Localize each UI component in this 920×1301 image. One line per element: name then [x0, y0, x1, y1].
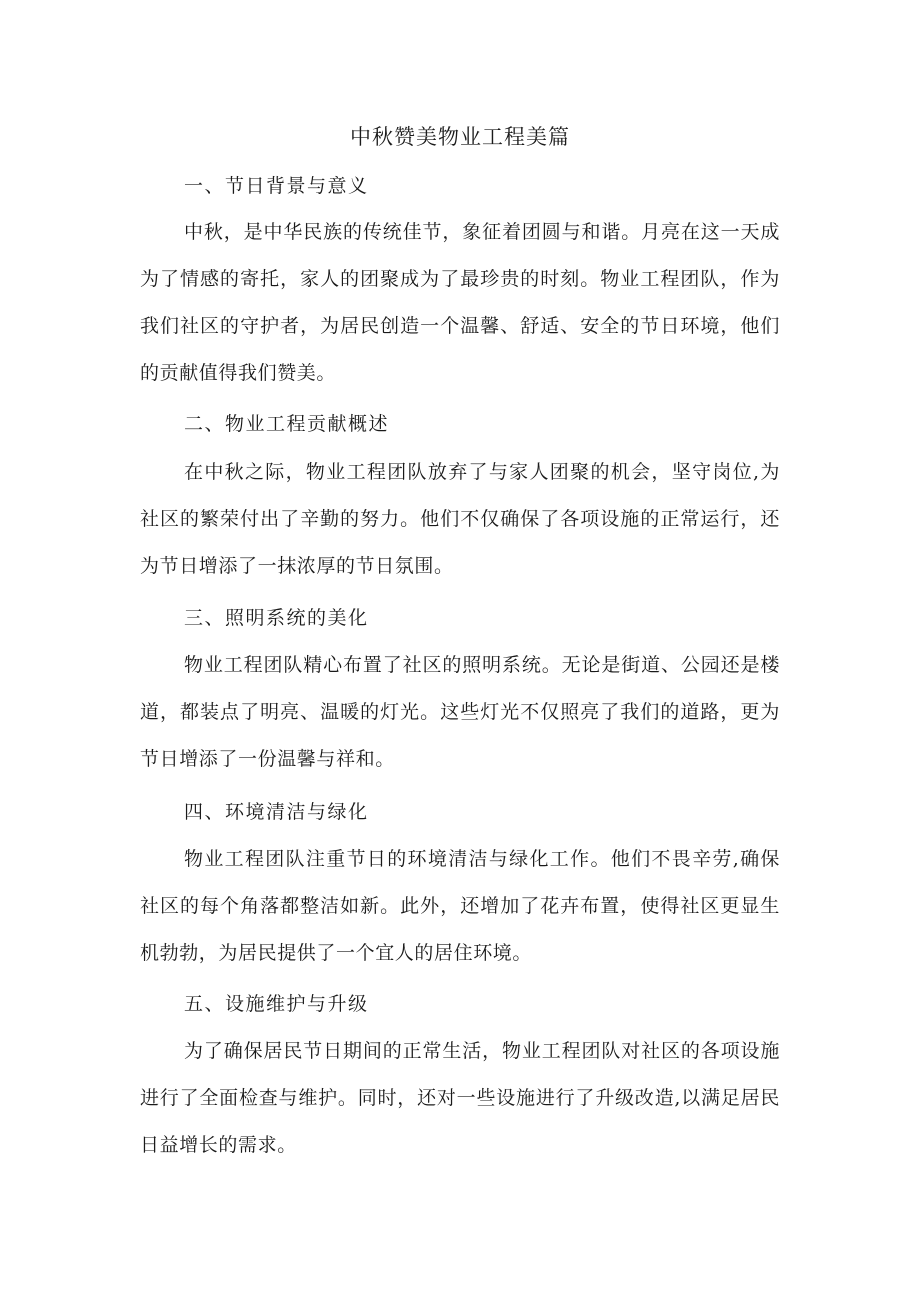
paragraph-line: 为了情感的寄托，家人的团聚成为了最珍贵的时刻。物业工程团队，作为	[140, 268, 780, 290]
paragraph-line: 社区的繁荣付出了辛勤的努力。他们不仅确保了各项设施的正常运行，还	[140, 508, 780, 530]
section-paragraph-3	[140, 650, 780, 774]
paragraph-line: 节日增添了一份温馨与祥和。	[140, 748, 395, 770]
paragraph-line: 为节日增添了一抹浓厚的节日氛围。	[140, 555, 454, 577]
paragraph-line: 进行了全面检查与维护。同时，还对一些设施进行了升级改造,以满足居民	[140, 1087, 780, 1109]
document-title: 中秋赞美物业工程美篇	[350, 125, 570, 149]
paragraph-line: 我们社区的守护者，为居民创造一个温馨、舒适、安全的节日环境，他们	[140, 315, 780, 337]
paragraph-line: 日益增长的需求。	[140, 1134, 297, 1156]
paragraph-line: 的贡献值得我们赞美。	[140, 362, 337, 384]
paragraph-line: 在中秋之际，物业工程团队放弃了与家人团聚的机会，坚守岗位,为	[184, 461, 780, 483]
section-paragraph-1	[140, 217, 780, 388]
paragraph-line: 物业工程团队精心布置了社区的照明系统。无论是街道、公园还是楼	[184, 654, 780, 676]
section-heading-2: 二、物业工程贡献概述	[184, 413, 390, 435]
section-heading-1: 一、节日背景与意义	[184, 175, 369, 197]
paragraph-line: 机勃勃，为居民提供了一个宜人的居住环境。	[140, 942, 533, 964]
section-paragraph-5	[140, 1036, 780, 1160]
paragraph-line: 中秋，是中华民族的传统佳节，象征着团圆与和谐。月亮在这一天成	[184, 221, 780, 243]
section-heading-4: 四、环境清洁与绿化	[184, 801, 369, 823]
paragraph-line: 道，都装点了明亮、温暖的灯光。这些灯光不仅照亮了我们的道路，更为	[140, 701, 780, 723]
paragraph-line: 物业工程团队注重节日的环境清洁与绿化工作。他们不畏辛劳,确保	[184, 848, 780, 870]
section-heading-3: 三、照明系统的美化	[184, 607, 369, 629]
section-paragraph-4	[140, 844, 780, 968]
section-heading-5: 五、设施维护与升级	[184, 993, 369, 1015]
section-paragraph-2	[140, 457, 780, 581]
paragraph-line: 社区的每个角落都整洁如新。此外，还增加了花卉布置，使得社区更显生	[140, 895, 780, 917]
paragraph-line: 为了确保居民节日期间的正常生活，物业工程团队对社区的各项设施	[184, 1040, 780, 1062]
